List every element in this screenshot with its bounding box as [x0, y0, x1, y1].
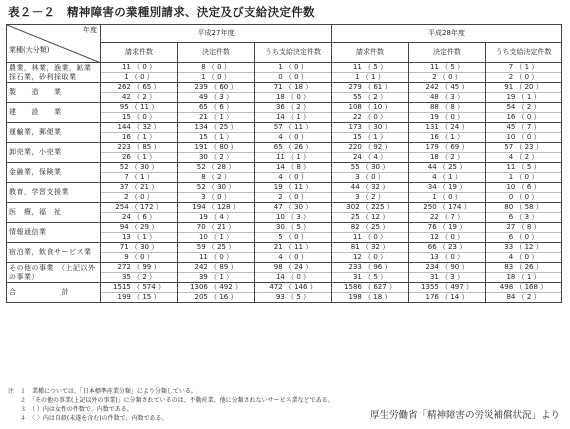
count-value: 1 （ 0 ）	[278, 63, 308, 71]
cell-y28-decisions	[409, 283, 486, 303]
industry-name: 教育，学習支援業	[7, 183, 101, 203]
suicide-count-value: 93 （ 5 ）	[255, 292, 331, 302]
footnote-line: ４ 〈 〉内は自殺(未遂を含む)の件数で、内数である。	[8, 415, 168, 422]
count-value: 14 （ 8 ）	[275, 163, 311, 171]
count-value: 71 （ 18 ）	[273, 83, 313, 91]
col-approved-27: うち支給決定件数	[255, 43, 332, 63]
suicide-count-value: 84 （ 2 ）	[486, 292, 561, 302]
suicide-count-value: 1 （ 0 ）	[409, 192, 485, 202]
statistics-table	[6, 24, 562, 303]
cell-y28-approved	[486, 103, 562, 123]
table-row	[7, 223, 562, 243]
count-value: 33 （ 12 ）	[504, 243, 543, 251]
suicide-count-value: 11 （ 1 ）	[255, 152, 331, 162]
count-value: 144 （ 32 ）	[117, 123, 161, 131]
cell-y28-approved	[486, 163, 562, 183]
suicide-count-value: 4 （ 0 ）	[255, 252, 331, 262]
suicide-count-value: 12 （ 0 ）	[332, 252, 408, 262]
col-decisions-28: 決定件数	[409, 43, 486, 63]
cell-y27-decisions	[178, 183, 255, 203]
cell-y27-claims	[101, 243, 178, 263]
suicide-count-value: 2 （ 0 ）	[486, 72, 561, 82]
suicide-count-value: 4 （ 0 ）	[255, 132, 331, 142]
industry-name: 金融業，保険業	[7, 163, 101, 183]
cell-y28-approved	[486, 243, 562, 263]
count-value: 262 （ 65 ）	[117, 83, 161, 91]
cell-y27-decisions	[178, 223, 255, 243]
suicide-count-value: 11 （ 0 ）	[332, 232, 408, 242]
suicide-count-value: 176 （ 14 ）	[409, 292, 485, 302]
table-row	[7, 263, 562, 283]
industry-name: 合 計	[7, 283, 101, 303]
cell-y28-approved	[486, 183, 562, 203]
count-value: 242 （ 89 ）	[194, 263, 238, 271]
count-value: 8 （ 0 ）	[201, 63, 231, 71]
suicide-count-value: 10 （ 0 ）	[486, 132, 561, 142]
industry-name: 卸売業，小売業	[7, 143, 101, 163]
count-value: 47 （ 30 ）	[273, 203, 313, 211]
count-value: 223 （ 85 ）	[117, 143, 161, 151]
suicide-count-value: 6 （ 0 ）	[486, 232, 561, 242]
cell-y27-claims	[101, 103, 178, 123]
year-header-27: 平成27年度	[101, 25, 332, 43]
suicide-count-value: 24 （ 4 ）	[332, 152, 408, 162]
cell-y27-claims	[101, 203, 178, 223]
suicide-count-value: 55 （ 2 ）	[332, 92, 408, 102]
count-value: 83 （ 26 ）	[504, 263, 543, 271]
industry-name: その他の事業 （上記以外の事業）	[7, 263, 101, 283]
suicide-count-value: 19 （ 4 ）	[178, 212, 254, 222]
count-value: 80 （ 58 ）	[504, 203, 543, 211]
table-row	[7, 243, 562, 263]
cell-y27-decisions	[178, 203, 255, 223]
count-value: 81 （ 32 ）	[350, 243, 390, 251]
suicide-count-value: 16 （ 1 ）	[409, 132, 485, 142]
count-value: 498 （ 168 ）	[499, 283, 548, 291]
suicide-count-value: 26 （ 1 ）	[101, 152, 177, 162]
industry-name: 建 設 業	[7, 103, 101, 123]
count-value: 91 （ 20 ）	[504, 83, 543, 91]
cell-y27-approved	[255, 243, 332, 263]
suicide-count-value: 4 （ 0 ）	[255, 172, 331, 182]
count-value: 66 （ 23 ）	[427, 243, 467, 251]
suicide-count-value: 1 （ 0 ）	[101, 72, 177, 82]
table-title: 表２－２ 精神障害の業種別請求、決定及び支給決定件数	[8, 5, 315, 19]
count-value: 254 （ 172 ）	[115, 203, 163, 211]
header-corner	[7, 25, 101, 63]
year-axis-label: 年度	[83, 26, 97, 34]
cell-y27-approved	[255, 263, 332, 283]
table-row	[7, 63, 562, 83]
cell-y28-decisions	[409, 203, 486, 223]
cell-y27-decisions	[178, 63, 255, 83]
count-value: 472 （ 146 ）	[269, 283, 317, 291]
cell-y28-decisions	[409, 243, 486, 263]
count-value: 21 （ 11 ）	[273, 243, 313, 251]
cell-y27-claims	[101, 263, 178, 283]
count-value: 57 （ 11 ）	[273, 123, 313, 131]
footnote-line: ３ （ ）内は女性の件数で、内数である。	[8, 406, 133, 413]
count-value: 37 （ 21 ）	[119, 183, 159, 191]
cell-y28-decisions	[409, 103, 486, 123]
cell-y28-approved	[486, 203, 562, 223]
suicide-count-value: 3 （ 0 ）	[332, 172, 408, 182]
cell-y27-decisions	[178, 243, 255, 263]
count-value: 44 （ 25 ）	[427, 163, 467, 171]
suicide-count-value: 12 （ 0 ）	[409, 232, 485, 242]
industry-name: 宿泊業，飲食サービス業	[7, 243, 101, 263]
col-claims-28: 請求件数	[332, 43, 409, 63]
count-value: 7 （ 1 ）	[508, 63, 539, 71]
count-value: 65 （ 26 ）	[273, 143, 313, 151]
table-row	[7, 163, 562, 183]
suicide-count-value: 6 （ 3 ）	[486, 212, 561, 222]
cell-y27-approved	[255, 63, 332, 83]
count-value: 98 （ 24 ）	[273, 263, 313, 271]
cell-y27-claims	[101, 163, 178, 183]
cell-y27-claims	[101, 283, 178, 303]
col-claims-27: 請求件数	[101, 43, 178, 63]
cell-y27-claims	[101, 63, 178, 83]
industry-name: 製 造 業	[7, 83, 101, 103]
cell-y28-approved	[486, 83, 562, 103]
count-value: 82 （ 25 ）	[350, 223, 390, 231]
count-value: 11 （ 5 ）	[506, 163, 541, 171]
cell-y28-claims	[332, 263, 409, 283]
cell-y27-claims	[101, 183, 178, 203]
suicide-count-value: 35 （ 2 ）	[101, 272, 177, 282]
source-citation: 厚生労働省「精神障害の労災補償状況」より	[369, 410, 560, 421]
count-value: 191 （ 80 ）	[194, 143, 238, 151]
table-row	[7, 283, 562, 303]
suicide-count-value: 5 （ 0 ）	[255, 232, 331, 242]
count-value: 95 （ 11 ）	[119, 103, 159, 111]
count-value: 1515 （ 574 ）	[113, 283, 165, 291]
count-value: 45 （ 7 ）	[506, 123, 541, 131]
suicide-count-value: 2 （ 0 ）	[255, 192, 331, 202]
table-row	[7, 183, 562, 203]
suicide-count-value: 49 （ 3 ）	[178, 92, 254, 102]
count-value: 76 （ 19 ）	[427, 223, 467, 231]
count-value: 302 （ 225 ）	[346, 203, 394, 211]
suicide-count-value: 19 （ 0 ）	[409, 112, 485, 122]
cell-y27-approved	[255, 83, 332, 103]
cell-y27-claims	[101, 123, 178, 143]
suicide-count-value: 18 （ 1 ）	[486, 272, 561, 282]
suicide-count-value: 3 （ 0 ）	[178, 192, 254, 202]
industry-axis-label: 業種(大分類)	[9, 46, 50, 54]
count-value: 36 （ 2 ）	[275, 103, 311, 111]
suicide-count-value: 10 （ 1 ）	[178, 232, 254, 242]
suicide-count-value: 198 （ 18 ）	[332, 292, 408, 302]
suicide-count-value: 24 （ 6 ）	[101, 212, 177, 222]
count-value: 27 （ 8 ）	[506, 223, 541, 231]
suicide-count-value: 205 （ 16 ）	[178, 292, 254, 302]
count-value: 30 （ 5 ）	[275, 223, 311, 231]
suicide-count-value: 30 （ 2 ）	[178, 152, 254, 162]
table-row	[7, 83, 562, 103]
count-value: 11 （ 0 ）	[121, 63, 157, 71]
col-approved-28: うち支給決定件数	[486, 43, 562, 63]
suicide-count-value: 9 （ 0 ）	[101, 252, 177, 262]
count-value: 65 （ 6 ）	[198, 103, 234, 111]
suicide-count-value: 0 （ 0 ）	[486, 192, 561, 202]
cell-y27-approved	[255, 163, 332, 183]
count-value: 179 （ 69 ）	[425, 143, 469, 151]
suicide-count-value: 7 （ 1 ）	[101, 172, 177, 182]
suicide-count-value: 18 （ 2 ）	[409, 152, 485, 162]
suicide-count-value: 11 （ 0 ）	[178, 252, 254, 262]
count-value: 71 （ 30 ）	[119, 243, 159, 251]
suicide-count-value: 21 （ 1 ）	[178, 112, 254, 122]
count-value: 250 （ 174 ）	[423, 203, 471, 211]
cell-y27-claims	[101, 223, 178, 243]
cell-y27-decisions	[178, 263, 255, 283]
suicide-count-value: 8 （ 2 ）	[178, 172, 254, 182]
cell-y27-claims	[101, 143, 178, 163]
cell-y27-decisions	[178, 163, 255, 183]
suicide-count-value: 1 （ 0 ）	[486, 172, 561, 182]
cell-y27-approved	[255, 123, 332, 143]
footnote-line: 注 １ 業種については、「日本標準産業分類」により分類している。	[8, 388, 197, 395]
count-value: 10 （ 6 ）	[506, 183, 541, 191]
suicide-count-value: 199 （ 15 ）	[101, 292, 177, 302]
count-value: 59 （ 25 ）	[196, 243, 236, 251]
cell-y28-decisions	[409, 223, 486, 243]
suicide-count-value: 42 （ 2 ）	[101, 92, 177, 102]
suicide-count-value: 18 （ 0 ）	[255, 92, 331, 102]
suicide-count-value: 31 （ 5 ）	[332, 272, 408, 282]
count-value: 272 （ 99 ）	[117, 263, 161, 271]
cell-y28-approved	[486, 283, 562, 303]
industry-name: 運輸業，郵便業	[7, 123, 101, 143]
count-value: 44 （ 32 ）	[350, 183, 390, 191]
cell-y28-claims	[332, 243, 409, 263]
suicide-count-value: 4 （ 2 ）	[486, 152, 561, 162]
cell-y27-decisions	[178, 123, 255, 143]
cell-y28-decisions	[409, 143, 486, 163]
suicide-count-value: 25 （ 12 ）	[332, 212, 408, 222]
cell-y28-approved	[486, 143, 562, 163]
cell-y27-decisions	[178, 83, 255, 103]
count-value: 57 （ 23 ）	[504, 143, 543, 151]
suicide-count-value: 1 （ 1 ）	[332, 72, 408, 82]
cell-y27-approved	[255, 103, 332, 123]
cell-y28-claims	[332, 143, 409, 163]
count-value: 1306 （ 492 ）	[190, 283, 242, 291]
table-row	[7, 143, 562, 163]
count-value: 194 （ 128 ）	[192, 203, 240, 211]
table-row	[7, 203, 562, 223]
count-value: 34 （ 19 ）	[427, 183, 467, 191]
table-row	[7, 103, 562, 123]
count-value: 11 （ 5 ）	[352, 63, 388, 71]
cell-y28-decisions	[409, 83, 486, 103]
suicide-count-value: 4 （ 0 ）	[486, 252, 561, 262]
suicide-count-value: 14 （ 0 ）	[255, 272, 331, 282]
count-value: 108 （ 10 ）	[348, 103, 392, 111]
count-value: 131 （ 24 ）	[425, 123, 469, 131]
industry-name: 農業，林業，漁業，鉱業 採石業，砂利採取業	[7, 63, 101, 83]
count-value: 52 （ 30 ）	[119, 163, 159, 171]
count-value: 55 （ 30 ）	[350, 163, 390, 171]
suicide-count-value: 15 （ 0 ）	[101, 112, 177, 122]
count-value: 242 （ 45 ）	[425, 83, 469, 91]
industry-name: 医 療，福 祉	[7, 203, 101, 223]
industry-name: 情報通信業	[7, 223, 101, 243]
suicide-count-value: 19 （ 1 ）	[486, 92, 561, 102]
cell-y28-claims	[332, 223, 409, 243]
cell-y28-claims	[332, 163, 409, 183]
suicide-count-value: 3 （ 2 ）	[332, 192, 408, 202]
cell-y28-decisions	[409, 183, 486, 203]
cell-y27-decisions	[178, 103, 255, 123]
count-value: 234 （ 90 ）	[425, 263, 469, 271]
count-value: 52 （ 30 ）	[196, 183, 236, 191]
cell-y28-claims	[332, 83, 409, 103]
cell-y27-decisions	[178, 143, 255, 163]
cell-y28-approved	[486, 263, 562, 283]
suicide-count-value: 15 （ 1 ）	[332, 132, 408, 142]
count-value: 70 （ 21 ）	[196, 223, 236, 231]
cell-y28-approved	[486, 223, 562, 243]
count-value: 1355 （ 497 ）	[421, 283, 473, 291]
cell-y28-claims	[332, 63, 409, 83]
cell-y28-approved	[486, 63, 562, 83]
count-value: 94 （ 29 ）	[119, 223, 159, 231]
cell-y27-approved	[255, 283, 332, 303]
cell-y28-claims	[332, 283, 409, 303]
cell-y27-claims	[101, 83, 178, 103]
count-value: 88 （ 8 ）	[429, 103, 465, 111]
cell-y27-approved	[255, 223, 332, 243]
suicide-count-value: 4 （ 1 ）	[409, 172, 485, 182]
cell-y28-decisions	[409, 263, 486, 283]
count-value: 11 （ 5 ）	[429, 63, 465, 71]
cell-y27-approved	[255, 203, 332, 223]
count-value: 19 （ 11 ）	[273, 183, 313, 191]
count-value: 279 （ 61 ）	[348, 83, 392, 91]
count-value: 54 （ 2 ）	[506, 103, 541, 111]
cell-y28-claims	[332, 183, 409, 203]
suicide-count-value: 48 （ 3 ）	[409, 92, 485, 102]
suicide-count-value: 1 （ 0 ）	[178, 72, 254, 82]
year-header-28: 平成28年度	[332, 25, 562, 43]
footnote-line: ２ 「その他の事業(上記以外の事業)」に分類されているのは、不動産業、他に分類されないサービス業などである。	[8, 397, 334, 404]
suicide-count-value: 39 （ 1 ）	[178, 272, 254, 282]
count-value: 1586 （ 627 ）	[344, 283, 396, 291]
cell-y28-decisions	[409, 63, 486, 83]
cell-y28-claims	[332, 123, 409, 143]
suicide-count-value: 15 （ 1 ）	[178, 132, 254, 142]
count-value: 134 （ 25 ）	[194, 123, 238, 131]
suicide-count-value: 22 （ 0 ）	[332, 112, 408, 122]
suicide-count-value: 16 （ 0 ）	[486, 112, 561, 122]
suicide-count-value: 13 （ 0 ）	[409, 252, 485, 262]
suicide-count-value: 2 （ 0 ）	[101, 192, 177, 202]
suicide-count-value: 10 （ 3 ）	[255, 212, 331, 222]
cell-y28-claims	[332, 103, 409, 123]
cell-y28-decisions	[409, 163, 486, 183]
cell-y28-approved	[486, 123, 562, 143]
suicide-count-value: 13 （ 1 ）	[101, 232, 177, 242]
table-row	[7, 123, 562, 143]
suicide-count-value: 31 （ 3 ）	[409, 272, 485, 282]
cell-y28-decisions	[409, 123, 486, 143]
cell-y27-approved	[255, 143, 332, 163]
col-decisions-27: 決定件数	[178, 43, 255, 63]
cell-y28-claims	[332, 203, 409, 223]
suicide-count-value: 22 （ 7 ）	[409, 212, 485, 222]
count-value: 173 （ 30 ）	[348, 123, 392, 131]
suicide-count-value: 0 （ 0 ）	[255, 72, 331, 82]
count-value: 239 （ 60 ）	[194, 83, 238, 91]
suicide-count-value: 16 （ 1 ）	[101, 132, 177, 142]
suicide-count-value: 2 （ 0 ）	[409, 72, 485, 82]
count-value: 233 （ 96 ）	[348, 263, 392, 271]
suicide-count-value: 14 （ 1 ）	[255, 112, 331, 122]
count-value: 52 （ 28 ）	[196, 163, 236, 171]
count-value: 220 （ 92 ）	[348, 143, 392, 151]
cell-y27-decisions	[178, 283, 255, 303]
cell-y27-approved	[255, 183, 332, 203]
